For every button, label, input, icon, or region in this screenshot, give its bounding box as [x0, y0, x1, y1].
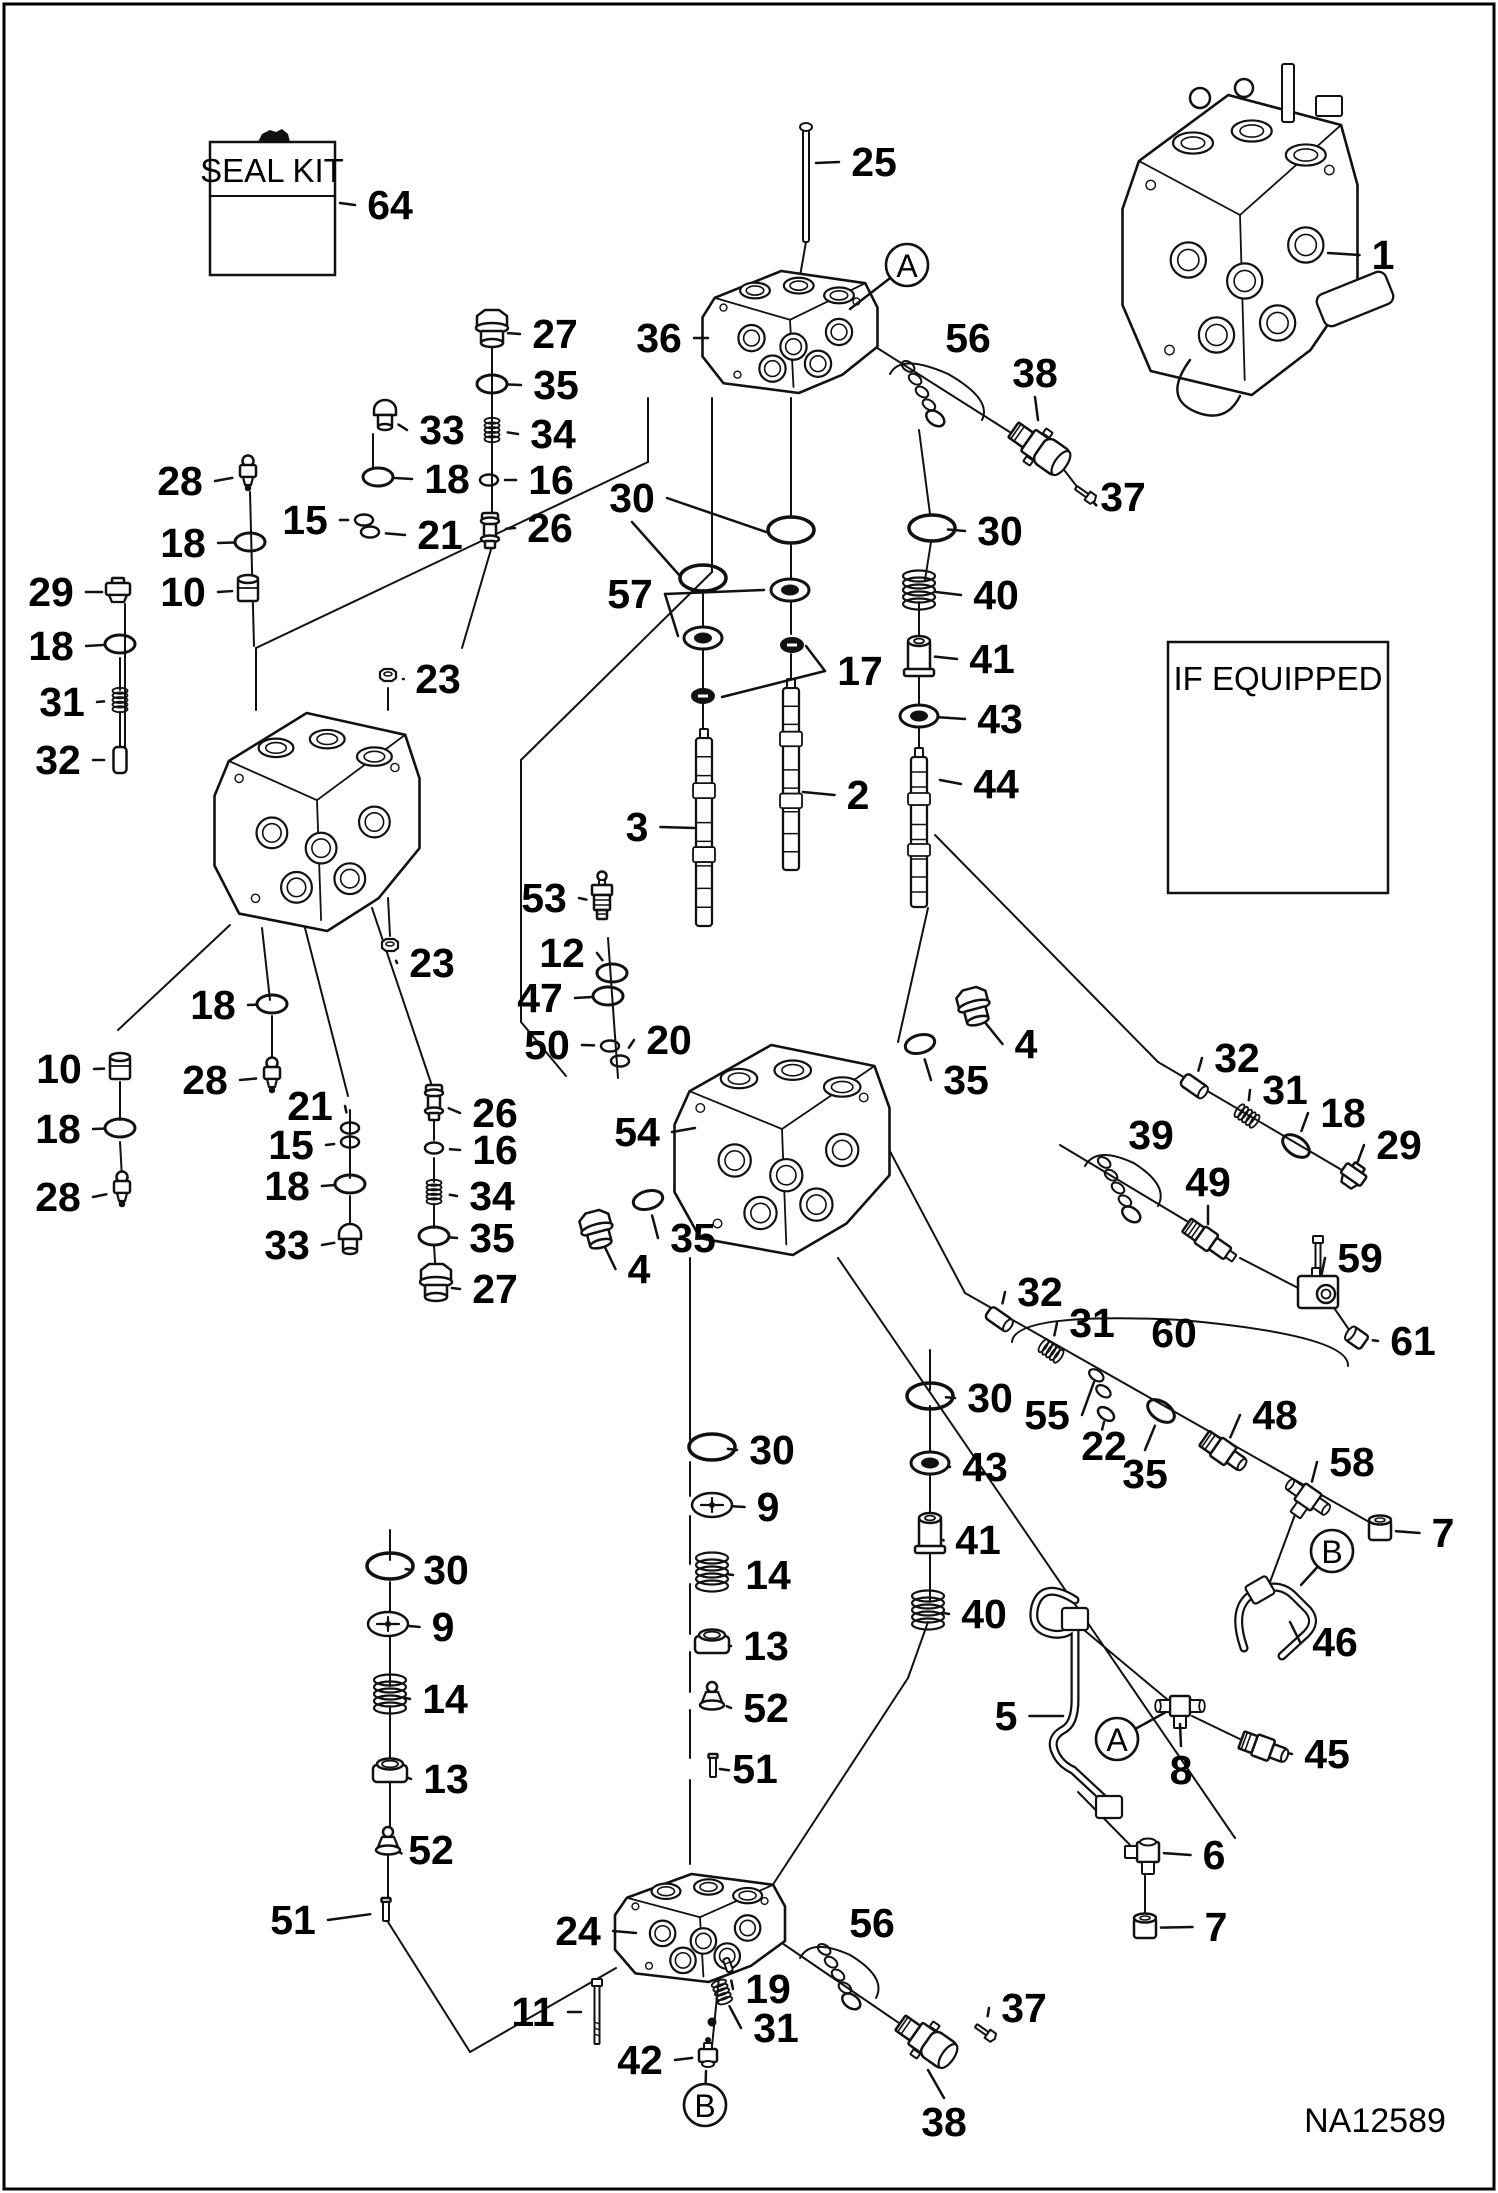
- callout-20: 20: [646, 1017, 692, 1063]
- callout-36: 36: [636, 315, 682, 361]
- ref-letter-A: A: [896, 248, 918, 284]
- part-glyph-23: [380, 669, 396, 681]
- part-glyph-27: [420, 1264, 452, 1301]
- callout-52: 52: [743, 1685, 789, 1731]
- part-glyph-53: [592, 872, 612, 920]
- callout-4: 4: [627, 1246, 651, 1292]
- part-glyph-59: [1298, 1236, 1338, 1308]
- callout-9: 9: [431, 1604, 455, 1650]
- callout-32: 32: [35, 737, 81, 783]
- callout-4: 4: [1014, 1021, 1038, 1067]
- callout-6: 6: [1202, 1832, 1226, 1878]
- part-glyph-16: [425, 1143, 443, 1154]
- callout-40: 40: [973, 572, 1019, 618]
- callout-25: 25: [851, 139, 897, 185]
- part-glyph-9: [692, 1493, 732, 1517]
- part-glyph-7: [1369, 1516, 1391, 1541]
- callout-32: 32: [1214, 1035, 1260, 1081]
- callout-15: 15: [268, 1122, 314, 1168]
- callout-64: 64: [367, 182, 413, 228]
- part-glyph-12: [597, 964, 627, 982]
- callout-8: 8: [1169, 1747, 1193, 1793]
- part-glyph-28: [240, 456, 256, 491]
- callout-2: 2: [846, 772, 870, 818]
- part-glyph-21: [361, 527, 379, 538]
- callout-35: 35: [533, 362, 579, 408]
- callout-1: 1: [1371, 232, 1395, 278]
- callout-46: 46: [1312, 1619, 1358, 1665]
- part-glyph-49: [1181, 1217, 1240, 1267]
- callout-34: 34: [469, 1173, 515, 1219]
- callout-42: 42: [617, 2037, 663, 2083]
- callout-18: 18: [28, 623, 74, 669]
- part-glyph-26: [481, 513, 499, 548]
- callout-58: 58: [1329, 1439, 1375, 1485]
- part-glyph-43: [900, 705, 938, 727]
- part-glyph-37: [1073, 484, 1098, 505]
- ref-letter-B: B: [694, 2088, 716, 2124]
- part-glyph-11: [592, 1979, 602, 2044]
- callout-29: 29: [1376, 1122, 1422, 1168]
- callout-18: 18: [35, 1106, 81, 1152]
- callout-45: 45: [1304, 1731, 1350, 1777]
- part-glyph-7: [1134, 1914, 1156, 1939]
- part-glyph-22: [1095, 1404, 1116, 1423]
- part-glyph-32: [114, 747, 127, 773]
- callout-27: 27: [472, 1266, 518, 1312]
- callout-16: 16: [528, 457, 574, 503]
- part-glyph-31: [1037, 1338, 1066, 1364]
- callout-16: 16: [472, 1127, 518, 1173]
- part-glyph-10: [238, 575, 258, 601]
- callout-30: 30: [423, 1547, 469, 1593]
- callout-31: 31: [1069, 1300, 1115, 1346]
- callout-35: 35: [469, 1215, 515, 1261]
- callout-18: 18: [1320, 1090, 1366, 1136]
- part-glyph-4: [577, 1208, 617, 1252]
- part-glyph-28: [114, 1172, 130, 1207]
- callout-7: 7: [1204, 1904, 1228, 1950]
- part-glyph-51: [709, 1754, 718, 1777]
- part-glyph-18: [257, 995, 287, 1013]
- callout-55: 55: [1024, 1392, 1070, 1438]
- part-glyph-32: [984, 1306, 1015, 1333]
- ref-letter-A: A: [1106, 1722, 1128, 1758]
- seal-kit-hang-tab-icon: [258, 129, 290, 142]
- callout-59: 59: [1337, 1235, 1383, 1281]
- part-glyph-61: [1343, 1325, 1369, 1350]
- part-glyph-51: [382, 1898, 391, 1921]
- callout-24: 24: [555, 1908, 601, 1954]
- ref-letter-B: B: [1321, 1534, 1343, 1570]
- part-glyph-18: [105, 635, 135, 653]
- drawing-number: NA12589: [1304, 2102, 1446, 2140]
- part-glyph-33: [374, 400, 396, 430]
- part-glyph-52: [376, 1827, 400, 1855]
- callout-33: 33: [264, 1222, 310, 1268]
- callout-37: 37: [1001, 1985, 1047, 2031]
- callout-18: 18: [264, 1163, 310, 1209]
- callout-12: 12: [539, 930, 585, 976]
- part-glyph-9: [368, 1612, 408, 1636]
- callout-9: 9: [756, 1484, 780, 1530]
- part-glyph-32: [1179, 1073, 1210, 1100]
- callout-41: 41: [969, 636, 1015, 682]
- part-glyph-34: [427, 1180, 442, 1204]
- part-glyph-18: [105, 1119, 135, 1137]
- callout-3: 3: [625, 804, 649, 850]
- callout-19: 19: [745, 1966, 791, 2012]
- callout-35: 35: [943, 1057, 989, 1103]
- callout-21: 21: [417, 512, 463, 558]
- callout-49: 49: [1185, 1159, 1231, 1205]
- callout-18: 18: [160, 520, 206, 566]
- callout-14: 14: [422, 1676, 468, 1722]
- callout-28: 28: [35, 1174, 81, 1220]
- callout-28: 28: [182, 1057, 228, 1103]
- callout-43: 43: [962, 1444, 1008, 1490]
- callout-26: 26: [527, 505, 573, 551]
- callout-23: 23: [409, 940, 455, 986]
- callout-23: 23: [415, 656, 461, 702]
- part-glyph-10: [110, 1053, 130, 1079]
- callout-28: 28: [157, 458, 203, 504]
- part-glyph-35: [419, 1227, 449, 1245]
- callout-37: 37: [1100, 474, 1146, 520]
- callout-41: 41: [955, 1517, 1001, 1563]
- callout-39: 39: [1128, 1112, 1174, 1158]
- callout-35: 35: [670, 1215, 716, 1261]
- callout-31: 31: [1262, 1067, 1308, 1113]
- callout-21: 21: [287, 1083, 333, 1129]
- callout-30: 30: [967, 1375, 1013, 1421]
- callout-15: 15: [282, 497, 328, 543]
- callout-38: 38: [1012, 350, 1058, 396]
- part-glyph-4: [954, 985, 994, 1029]
- if-equipped-box: [1168, 642, 1388, 893]
- callout-22: 22: [1081, 1423, 1127, 1469]
- part-glyph-33: [339, 1224, 361, 1254]
- part-glyph-13: [695, 1630, 729, 1654]
- part-glyph-58: [1275, 1475, 1334, 1530]
- callout-18: 18: [424, 456, 470, 502]
- part-glyph-30: [909, 515, 955, 541]
- callout-61: 61: [1390, 1318, 1436, 1364]
- callout-34: 34: [530, 411, 576, 457]
- part-glyph-29: [1336, 1159, 1369, 1192]
- part-glyph-52: [700, 1682, 724, 1710]
- callout-30: 30: [749, 1427, 795, 1473]
- callout-56: 56: [849, 1900, 895, 1946]
- callout-10: 10: [36, 1046, 82, 1092]
- part-glyph-35: [1144, 1395, 1179, 1427]
- seal-kit-box: [200, 129, 344, 275]
- callout-43: 43: [977, 696, 1023, 742]
- part-glyph-15: [355, 515, 373, 526]
- callout-5: 5: [994, 1693, 1018, 1739]
- callout-26: 26: [472, 1090, 518, 1136]
- part-glyph-16: [480, 475, 498, 486]
- part-glyph-41: [904, 636, 934, 676]
- callout-54: 54: [614, 1109, 660, 1155]
- callout-47: 47: [517, 975, 563, 1021]
- callout-7: 7: [1431, 1510, 1455, 1556]
- part-glyph-47: [593, 987, 623, 1005]
- callout-30: 30: [609, 475, 655, 521]
- callout-51: 51: [732, 1746, 778, 1792]
- part-glyph-41: [915, 1513, 945, 1553]
- part-glyph-48: [1198, 1429, 1251, 1475]
- part-glyph-23: [382, 939, 398, 951]
- callout-60: 60: [1151, 1310, 1197, 1356]
- if-equipped-label: IF EQUIPPED: [1173, 660, 1383, 697]
- callout-40: 40: [961, 1591, 1007, 1637]
- part-glyph-31: [711, 1978, 733, 2006]
- callout-31: 31: [753, 2005, 799, 2051]
- callout-48: 48: [1252, 1392, 1298, 1438]
- callout-29: 29: [28, 569, 74, 615]
- callout-17: 17: [837, 648, 883, 694]
- callout-50: 50: [524, 1022, 570, 1068]
- callout-56: 56: [945, 315, 991, 361]
- part-glyph-20: [611, 1056, 629, 1067]
- part-glyph-35: [903, 1031, 937, 1056]
- callout-11: 11: [511, 1989, 555, 2035]
- callout-57: 57: [607, 571, 653, 617]
- part-glyph-43: [911, 1452, 949, 1474]
- callout-13: 13: [423, 1756, 469, 1802]
- callout-44: 44: [973, 761, 1019, 807]
- part-glyph-14: [696, 1553, 728, 1592]
- seal-kit-label: SEAL KIT: [200, 152, 344, 189]
- part-glyph-27: [476, 310, 508, 347]
- part-glyph-42: [699, 2038, 717, 2068]
- callout-35: 35: [1122, 1451, 1168, 1497]
- callout-51: 51: [270, 1897, 316, 1943]
- part-glyph-18: [363, 468, 393, 486]
- callout-27: 27: [532, 311, 578, 357]
- callout-52: 52: [408, 1827, 454, 1873]
- part-glyph-31: [1233, 1103, 1262, 1129]
- part-glyph-26: [425, 1085, 443, 1120]
- part-glyph-29: [106, 578, 130, 602]
- part-glyph-35: [631, 1187, 665, 1212]
- callout-30: 30: [977, 508, 1023, 554]
- callout-13: 13: [743, 1623, 789, 1669]
- part-glyph-28: [264, 1058, 280, 1093]
- callout-32: 32: [1017, 1269, 1063, 1315]
- part-glyph-45: [1238, 1729, 1292, 1766]
- callout-31: 31: [39, 679, 85, 725]
- callout-33: 33: [419, 407, 465, 453]
- callout-18: 18: [190, 982, 236, 1028]
- part-glyph-13: [373, 1759, 407, 1783]
- callout-53: 53: [521, 875, 567, 921]
- part-glyph-30: [689, 1434, 735, 1460]
- part-glyph-18: [235, 533, 265, 551]
- part-glyph-37: [973, 2022, 998, 2043]
- callout-38: 38: [921, 2099, 967, 2145]
- callout-10: 10: [160, 569, 206, 615]
- callout-14: 14: [745, 1552, 791, 1598]
